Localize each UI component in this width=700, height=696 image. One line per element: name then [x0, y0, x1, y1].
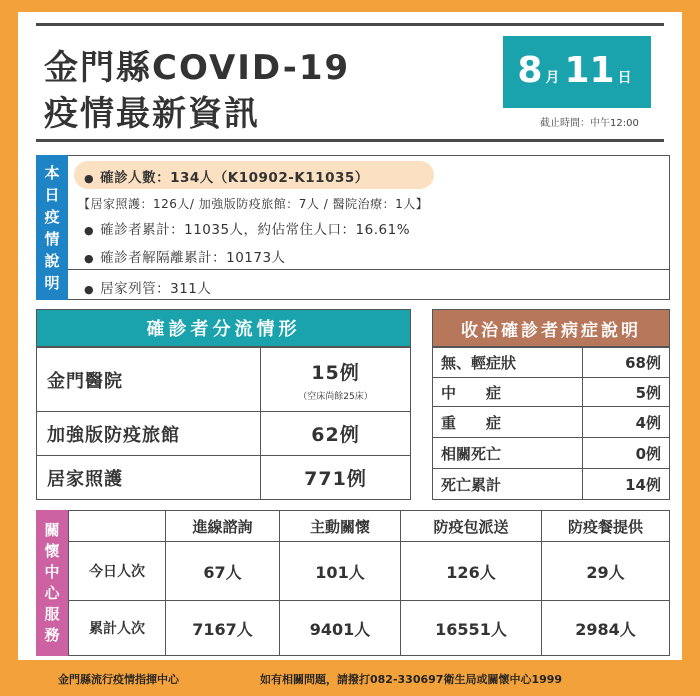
page-subtitle: 疫情最新資訊: [44, 94, 260, 134]
care-col-kit-delivery: 防疫包派送: [400, 510, 542, 542]
symptom-label-severe: 重 症: [432, 406, 583, 438]
footer-contact: 如有相關問題，請撥打082-330697衛生局或關懷中心1999: [260, 673, 563, 686]
home-monitoring-line: ● 居家列管：311人: [84, 281, 212, 297]
care-corner-cell: [68, 510, 166, 542]
care-row-total-label: 累計人次: [68, 600, 166, 656]
symptoms-title: 收治確診者病症說明: [432, 309, 670, 347]
footer-organization: 金門縣流行疫情指揮中心: [58, 673, 179, 686]
care-today-meals: 29人: [541, 541, 670, 601]
cumulative-line: ● 確診者累計：11035人，約佔常住人口：16.61%: [84, 222, 411, 238]
care-col-outreach: 主動關懷: [279, 510, 401, 542]
header-top-rule: [36, 23, 664, 26]
symptom-value-moderate: 5例: [582, 377, 670, 407]
released-line: ● 確診者解隔離累計：10173人: [84, 250, 286, 266]
bullet-icon: ●: [84, 224, 95, 237]
symptom-value-mild: 68例: [582, 347, 670, 378]
care-col-meals: 防疫餐提供: [541, 510, 670, 542]
care-today-kit-delivery: 126人: [400, 541, 542, 601]
triage-label-hotel: 加強版防疫旅館: [36, 411, 261, 456]
care-total-outreach: 9401人: [279, 600, 401, 656]
symptom-value-death-total: 14例: [582, 468, 670, 500]
care-breakdown-line: 【居家照護：126人/ 加強版防疫旅館：7人 / 醫院治療：1人】: [78, 197, 429, 211]
triage-label-hospital: 金門醫院: [36, 347, 261, 412]
header-bottom-rule: [36, 139, 664, 142]
date-month-unit: 月: [545, 70, 560, 86]
care-row-today-label: 今日人次: [68, 541, 166, 601]
triage-label-home: 居家照護: [36, 455, 261, 500]
bullet-icon: ●: [84, 283, 95, 296]
triage-value-hotel: 62例: [260, 411, 411, 456]
bed-availability-note: （空床尚餘25床）: [298, 391, 373, 402]
symptom-label-death-total: 死亡累計: [432, 468, 583, 500]
deadline-text: 截止時間：中午12:00: [540, 118, 639, 129]
symptom-label-mild: 無、輕症狀: [432, 347, 583, 378]
confirmed-count-line: ● 確診人數：134人（K10902-K11035）: [84, 170, 369, 186]
triage-value-home: 771例: [260, 455, 411, 500]
care-today-outreach: 101人: [279, 541, 401, 601]
care-total-hotline: 7167人: [165, 600, 280, 656]
care-today-hotline: 67人: [165, 541, 280, 601]
care-total-meals: 2984人: [541, 600, 670, 656]
bullet-icon: ●: [84, 172, 95, 185]
triage-value-hospital: 15例 （空床尚餘25床）: [260, 347, 411, 412]
date-month: 8: [517, 50, 543, 91]
triage-title: 確診者分流情形: [36, 309, 411, 347]
symptom-label-death: 相關死亡: [432, 437, 583, 469]
symptom-value-death: 0例: [582, 437, 670, 469]
care-center-label: 關 懷 中 心 服 務: [36, 510, 68, 656]
description-divider: [68, 269, 670, 270]
care-total-kit-delivery: 16551人: [400, 600, 542, 656]
date-day-unit: 日: [617, 70, 632, 86]
symptom-value-severe: 4例: [582, 406, 670, 438]
bullet-icon: ●: [84, 252, 95, 265]
care-col-hotline: 進線諮詢: [165, 510, 280, 542]
date-badge: [503, 36, 651, 108]
page-title: 金門縣COVID-19: [44, 48, 351, 88]
daily-description-label: 本 日 疫 情 說 明: [36, 155, 68, 300]
symptom-label-moderate: 中 症: [432, 377, 583, 407]
date-day: 11: [564, 50, 615, 91]
